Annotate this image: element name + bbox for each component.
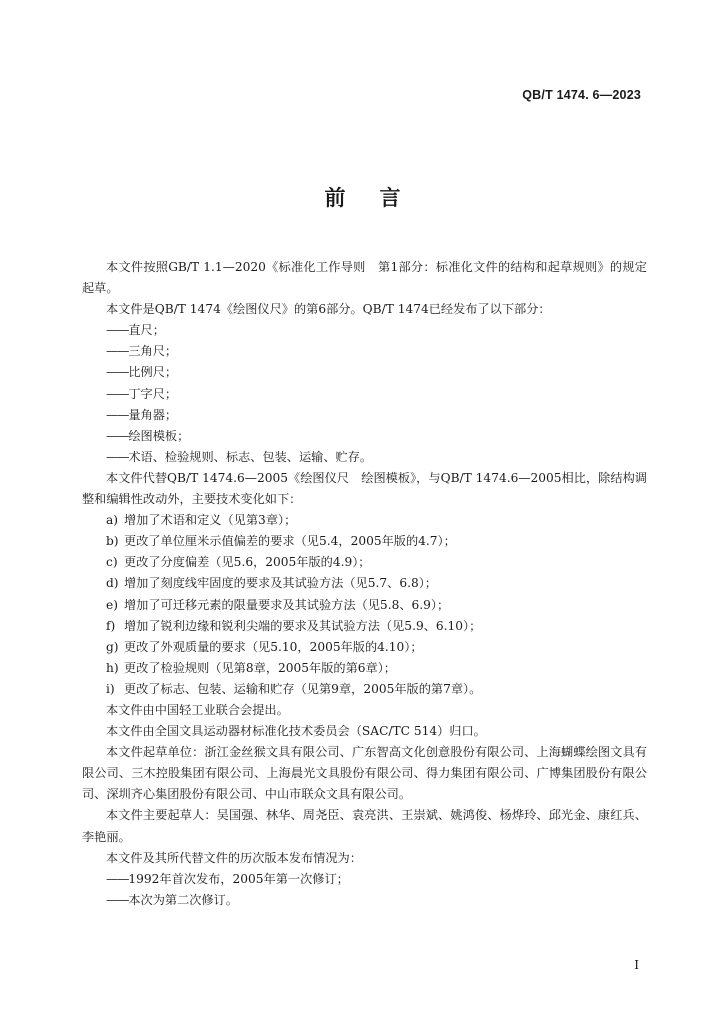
item-label: a): [106, 513, 119, 528]
item-label: b): [106, 534, 119, 549]
paragraph-parts-intro: 本文件是QB/T 1474《绘图仪尺》的第6部分。QB/T 1474已经发布了以下部分：: [106, 302, 551, 317]
standard-code: QB/T 1474. 6—2023: [522, 88, 641, 102]
paragraph-drafters: 本文件主要起草人：吴国强、林华、周尧臣、袁亮洪、王崇斌、姚鸿俊、杨烨玲、邱光金、康红兵、李艳丽。: [82, 808, 647, 844]
page-title: 前言: [324, 186, 435, 210]
list-item: c) 更改了分度偏差（见5.6，2005年版的4.9）；: [82, 552, 647, 573]
changes-list: [82, 510, 647, 700]
list-item: i) 更改了标志、包装、运输和贮存（见第9章，2005年版的第7章）。: [82, 679, 647, 700]
paragraph-drafting-units: 本文件起草单位：浙江金丝猴文具有限公司、广东智高文化创意股份有限公司、上海蝴蝶绘图文具有限公司、三木控股集团有限公司、上海晨光文具股份有限公司、得力集团有限公司、广博集团股份有限公司、深圳齐心集团股份有限公司、中山市联众文具有限公司。: [82, 745, 647, 802]
list-item: ——绘图模板；: [106, 428, 190, 443]
item-label: h): [106, 660, 119, 675]
list-item: ——术语、检验规则、标志、包装、运输、贮存。: [106, 449, 373, 464]
list-item: g) 更改了外观质量的要求（见5.10，2005年版的4.10）；: [82, 637, 647, 658]
dash-mark: ——: [106, 428, 129, 443]
dash-mark: ——: [106, 344, 129, 359]
item-label: f): [106, 618, 116, 633]
list-item: ——量角器；: [106, 407, 178, 422]
item-label: e): [106, 597, 118, 612]
item-label: i): [106, 681, 115, 696]
list-item: ——三角尺；: [106, 344, 178, 359]
list-item: ——比例尺；: [106, 365, 178, 380]
item-label: d): [106, 576, 119, 591]
paragraph-committee: 本文件由全国文具运动器材标准化技术委员会（SAC/TC 514）归口。: [106, 724, 486, 739]
list-item: h) 更改了检验规则（见第8章，2005年版的第6章）；: [82, 658, 647, 679]
dash-mark: ——: [106, 871, 129, 886]
dash-mark: ——: [106, 386, 129, 401]
page-number: I: [634, 958, 639, 972]
foreword-body: [82, 257, 647, 911]
list-item: ——1992年首次发布，2005年第一次修订；: [106, 871, 349, 886]
list-item: a) 增加了术语和定义（见第3章）；: [82, 510, 647, 531]
paragraph-drafting-rules: 本文件按照GB/T 1.1—2020《标准化工作导则 第1部分：标准化文件的结构和起草规则》的规定起草。: [82, 260, 647, 296]
list-item: b) 更改了单位厘米示值偏差的要求（见5.4，2005年版的4.7）；: [82, 531, 647, 552]
list-item: ——丁字尺；: [106, 386, 178, 401]
list-item: ——本次为第二次修订。: [106, 892, 239, 907]
dash-mark: ——: [106, 323, 129, 338]
dash-mark: ——: [106, 892, 129, 907]
history-list: [82, 869, 647, 911]
item-label: c): [106, 555, 118, 570]
paragraph-history-intro: 本文件及其所代替文件的历次版本发布情况为：: [106, 850, 362, 865]
list-item: ——直尺；: [106, 323, 165, 338]
paragraph-proposer: 本文件由中国轻工业联合会提出。: [106, 702, 289, 717]
list-item: d) 增加了刻度线牢固度的要求及其试验方法（见5.7、6.8）；: [82, 573, 647, 594]
dash-mark: ——: [106, 449, 129, 464]
paragraph-replacement: 本文件代替QB/T 1474.6—2005《绘图仪尺 绘图模板》，与QB/T 1474.6—2005相比，除结构调整和编辑性改动外，主要技术变化如下：: [82, 470, 647, 507]
list-item: f) 增加了锐利边缘和锐利尖端的要求及其试验方法（见5.9、6.10）；: [82, 616, 647, 637]
parts-list: [82, 320, 647, 468]
dash-mark: ——: [106, 407, 129, 422]
item-label: g): [106, 639, 119, 654]
list-item: e) 增加了可迁移元素的限量要求及其试验方法（见5.8、6.9）；: [82, 595, 647, 616]
dash-mark: ——: [106, 365, 129, 380]
